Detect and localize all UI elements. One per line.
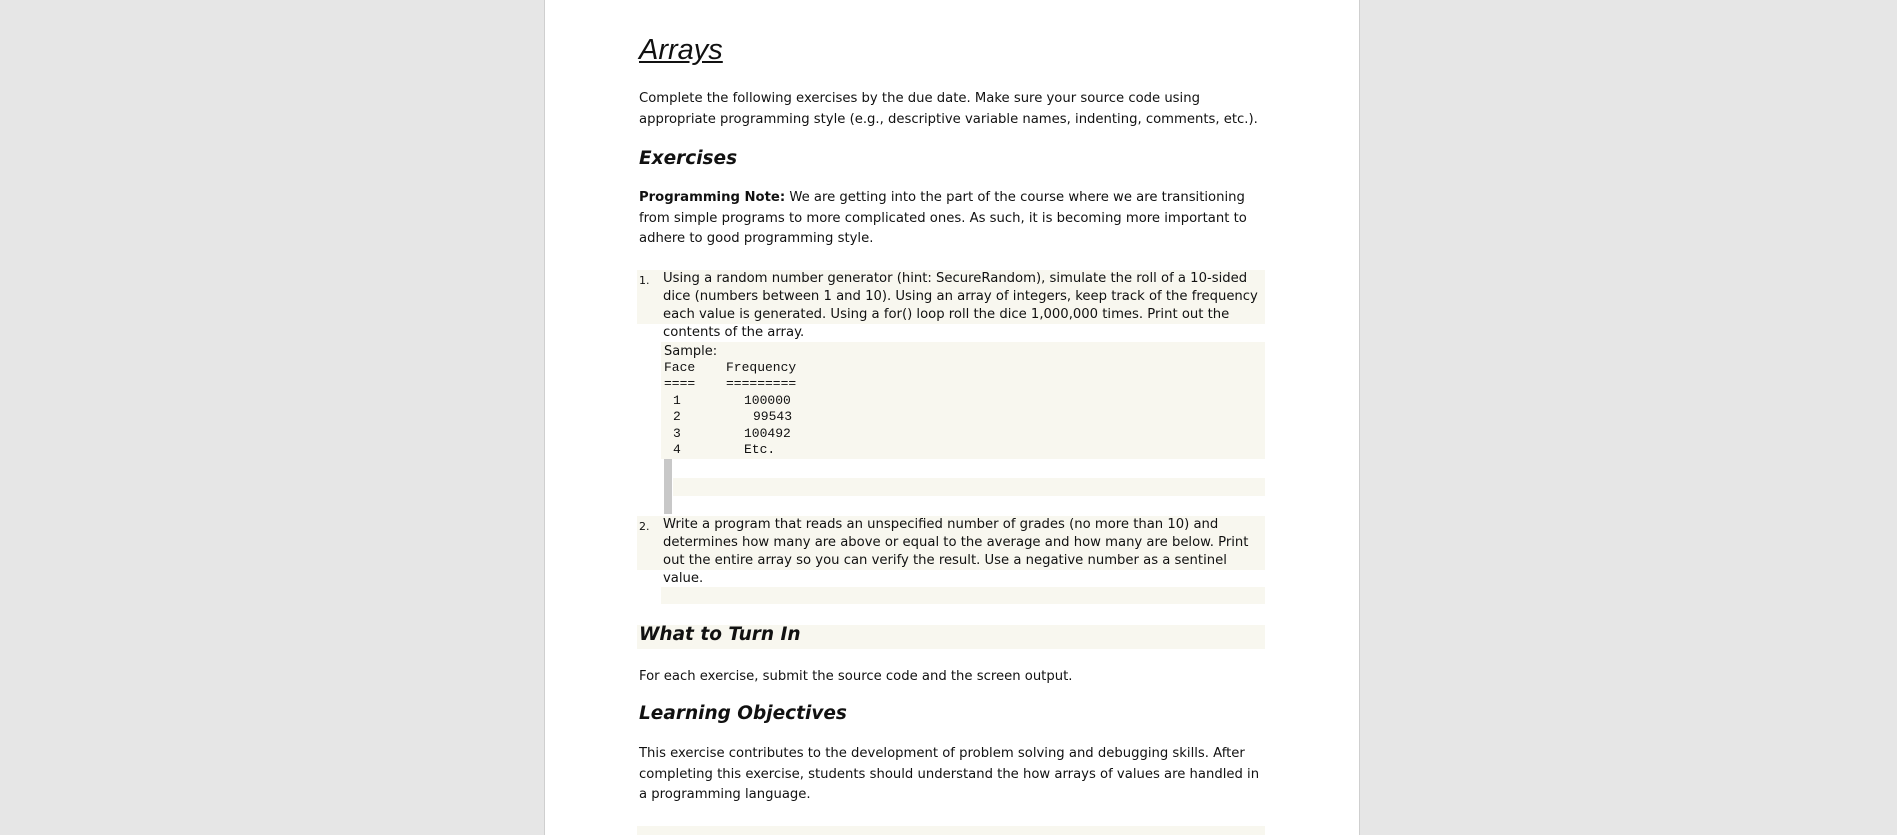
programming-note-label: Programming Note:	[639, 190, 786, 205]
sample-rule-face: ====	[664, 376, 696, 391]
exercises-heading: Exercises	[639, 148, 738, 169]
empty-shaded-line	[661, 587, 1265, 604]
sample-row-frequency: 100492	[744, 426, 791, 441]
sample-header-frequency: Frequency	[726, 360, 797, 375]
item-2-number: 2.	[639, 520, 650, 533]
programming-note	[639, 188, 1264, 250]
item-2-text: Write a program that reads an unspecified number of grades (no more than 10) and determines how many are above or equal to the average and how many are below. Print out the entire array so you can verify the result. Use a negative number as a sentinel value.	[663, 517, 1249, 586]
text-cursor-bar[interactable]	[664, 459, 672, 514]
sample-row-face: 2	[673, 409, 681, 424]
item-1-number: 1.	[639, 274, 650, 287]
item-1-text: Using a random number generator (hint: SecureRandom), simulate the roll of a 10-sided dice (numbers between 1 and 10). Using an array of integers, keep track of the frequency each value is generated. Using a for() loop roll the dice 1,000,000 times. Print out the contents of the array.	[663, 271, 1258, 340]
sample-row-frequency: Etc.	[744, 442, 776, 457]
sample-row-face: 4	[673, 442, 681, 457]
empty-shaded-line	[673, 478, 1265, 496]
objectives-text: This exercise contributes to the development of problem solving and debugging skills. After completing this exercise, students should understand the how arrays of values are handled in a programming language.	[639, 746, 1260, 802]
intro-paragraph: Complete the following exercises by the due date. Make sure your source code using appropriate programming style (e.g., descriptive variable names, indenting, comments, etc.).	[639, 91, 1258, 127]
document-page[interactable]	[544, 0, 1360, 835]
sample-rule-frequency: =========	[726, 376, 797, 391]
turn-in-text: For each exercise, submit the source code and the screen output.	[639, 669, 1073, 684]
objectives-heading: Learning Objectives	[639, 703, 847, 724]
sample-row-frequency: 100000	[744, 393, 791, 408]
sample-row-face: 3	[673, 426, 681, 441]
sample-row-frequency: 99543	[753, 409, 793, 424]
sample-label: Sample:	[664, 344, 718, 359]
empty-shaded-line	[637, 826, 1265, 835]
sample-row-face: 1	[673, 393, 681, 408]
sample-header-face: Face	[664, 360, 696, 375]
programming-note-text: We are getting into the part of the course where we are transitioning from simple programs to more complicated ones. As such, it is becoming more important to adhere to good programming style.	[639, 190, 1247, 246]
turn-in-heading: What to Turn In	[639, 624, 801, 645]
document-title: Arrays	[639, 34, 723, 66]
